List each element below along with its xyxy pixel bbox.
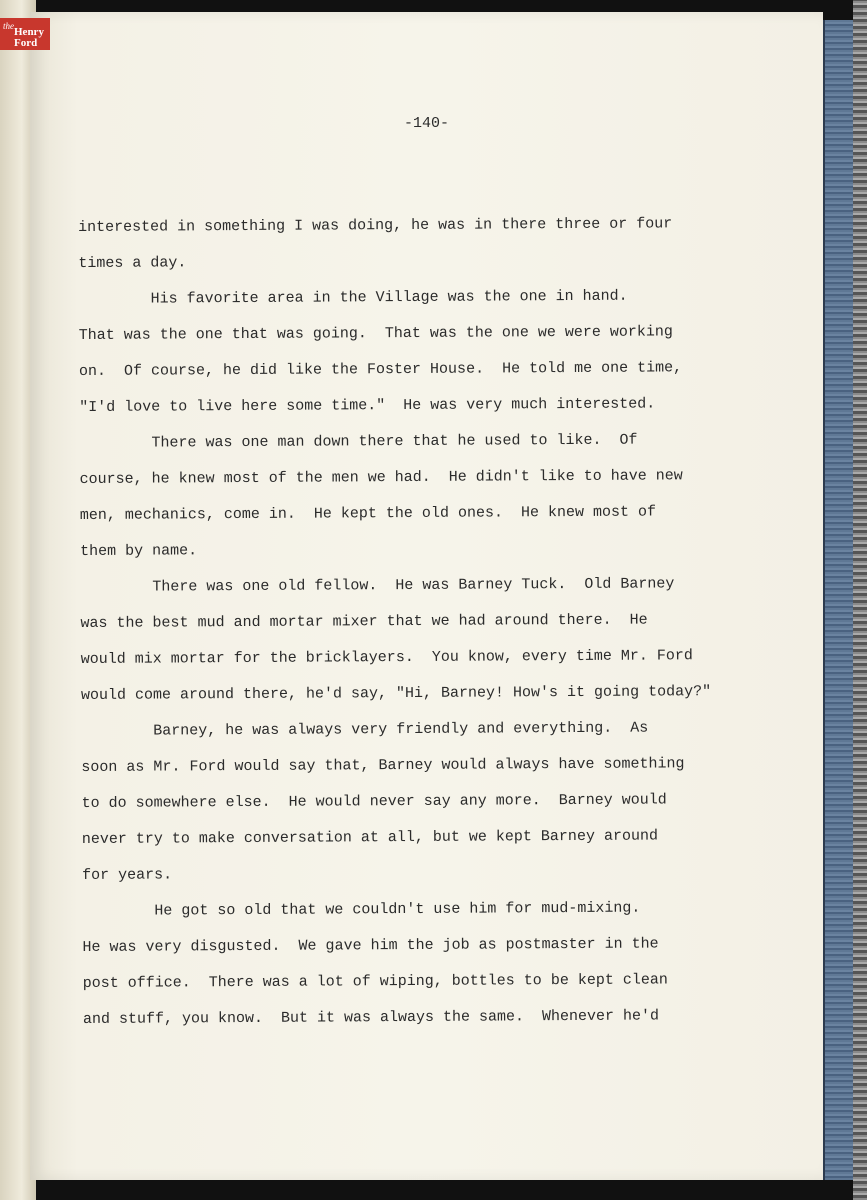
text-line: men, mechanics, come in. He kept the old ones. He knew most of bbox=[79, 503, 657, 524]
text-line: was the best mud and mortar mixer that we had around there. He bbox=[80, 611, 648, 632]
text-line: "I'd love to live here some time." He was very much interested. bbox=[79, 395, 656, 416]
logo-the: the bbox=[3, 21, 14, 31]
text-line: Barney, he was always very friendly and everything. As bbox=[81, 719, 649, 740]
text-line: interested in something I was doing, he was in there three or four bbox=[78, 215, 673, 236]
text-line: times a day. bbox=[78, 254, 187, 272]
logo-ford: Ford bbox=[14, 37, 38, 49]
text-line: never try to make conversation at all, but we kept Barney around bbox=[81, 827, 658, 848]
text-line: and stuff, you know. But it was always the same. Whenever he'd bbox=[82, 1007, 660, 1028]
text-line: them by name. bbox=[80, 542, 198, 560]
page-number: -140- bbox=[403, 115, 449, 132]
logo-henry: Henry bbox=[14, 26, 44, 38]
color-calibration-strip bbox=[853, 0, 867, 1200]
text-line: soon as Mr. Ford would say that, Barney would always have something bbox=[81, 755, 685, 776]
henry-ford-logo bbox=[0, 18, 50, 50]
text-line: for years. bbox=[82, 866, 173, 884]
transcript-body bbox=[78, 206, 723, 1038]
text-line: He was very disgusted. We gave him the job as postmaster in the bbox=[82, 935, 659, 956]
book-cover-edge bbox=[823, 20, 855, 1180]
document-page bbox=[30, 12, 823, 1180]
text-line: There was one man down there that he used to like. Of bbox=[79, 431, 638, 452]
text-line: That was the one that was going. That was the one we were working bbox=[78, 323, 673, 344]
text-line: course, he knew most of the men we had. He didn't like to have new bbox=[79, 467, 683, 488]
text-line: He got so old that we couldn't use him for mud-mixing. bbox=[82, 899, 641, 920]
text-line: to do somewhere else. He would never say any more. Barney would bbox=[81, 791, 667, 812]
text-line: would come around there, he'd say, "Hi, Barney! How's it going today?" bbox=[80, 683, 712, 704]
text-line: post office. There was a lot of wiping, bottles to be kept clean bbox=[82, 971, 668, 992]
text-line: on. Of course, he did like the Foster House. He told me one time, bbox=[78, 359, 683, 380]
text-line: There was one old fellow. He was Barney Tuck. Old Barney bbox=[80, 575, 675, 596]
text-line: His favorite area in the Village was the one in hand. bbox=[78, 287, 628, 308]
text-line: would mix mortar for the bricklayers. You know, every time Mr. Ford bbox=[80, 647, 693, 668]
